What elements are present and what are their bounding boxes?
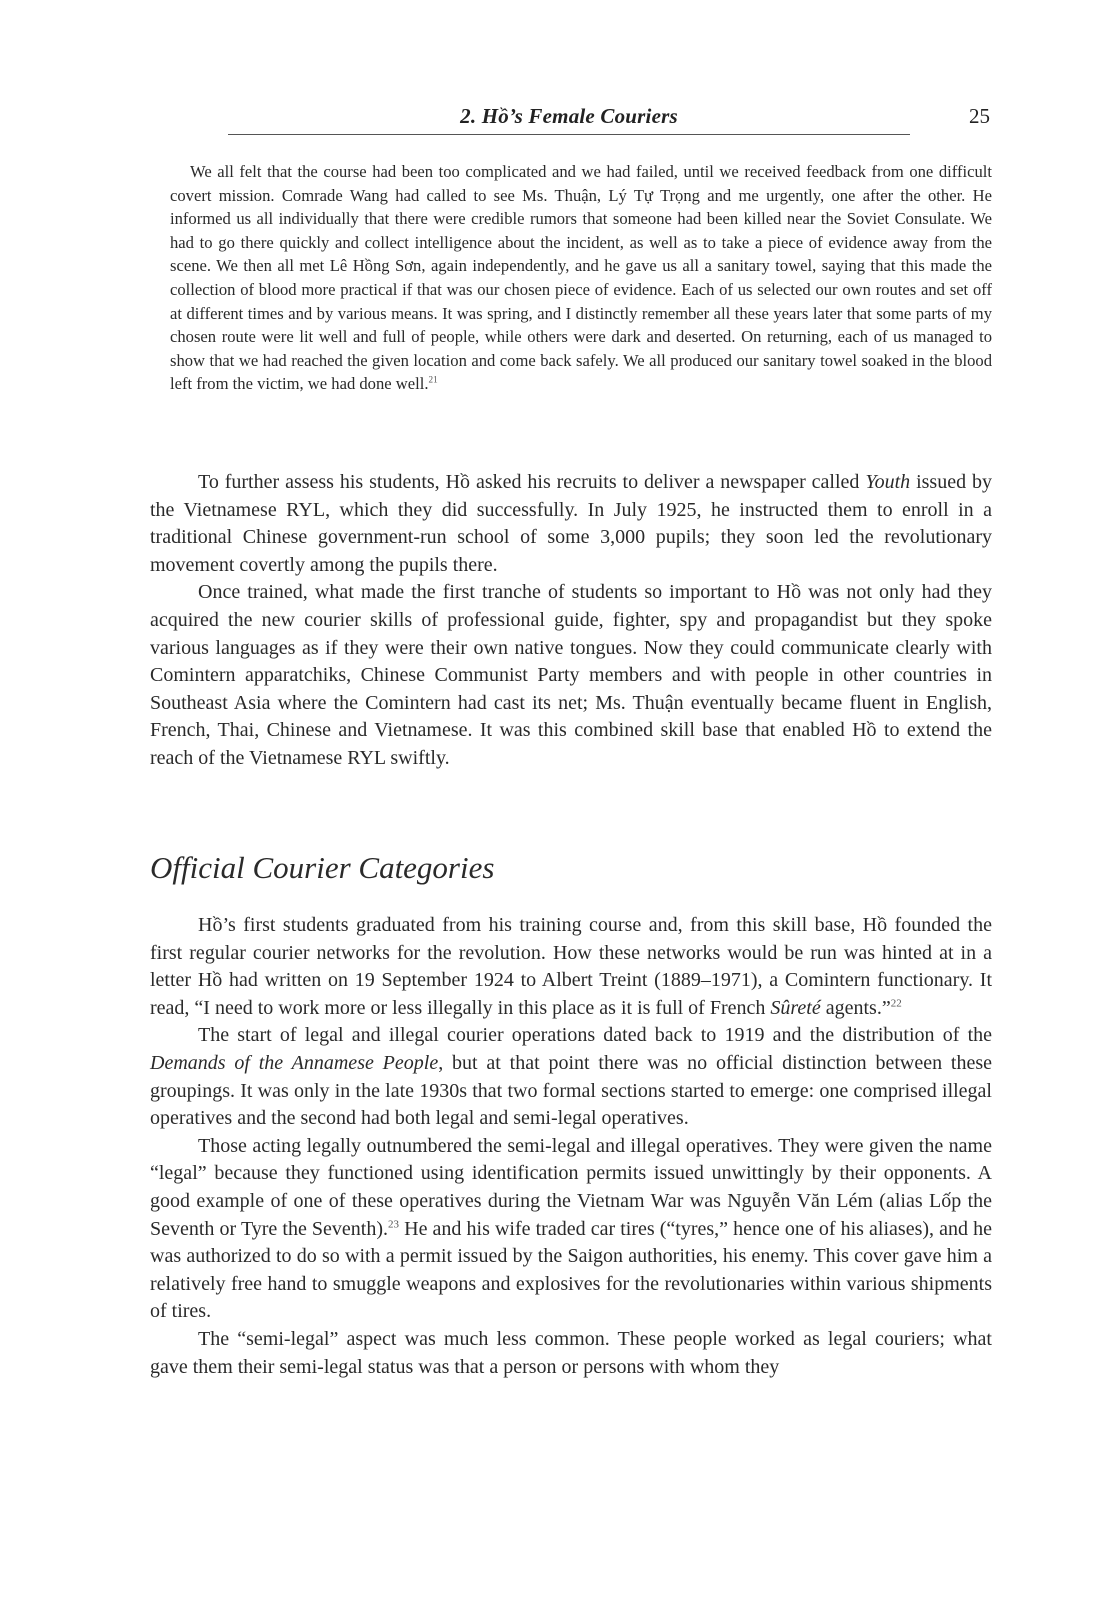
italic-term: Sûreté bbox=[770, 996, 821, 1019]
body-paragraph bbox=[150, 912, 992, 1022]
body-text-lower bbox=[150, 912, 992, 1381]
quote-paragraph bbox=[170, 160, 992, 396]
body-paragraph bbox=[150, 1133, 992, 1326]
quote-text: We all felt that the course had been too complicated and we had failed, until we received feedback from one difficult covert mission. Comrade Wang had called to see Ms. Thuận, Lý Tự Trọng and me urgently, one after the other. He informed us all individually that there were credible rumors that someone had been killed near the Soviet Consulate. We had to go there quickly and collect intelligence about the incident, as well as to take a piece of evidence away from the scene. We then all met Lê Hồng Sơn, again independently, and he gave us all a sanitary towel, saying that this made the collection of blood more practical if that was our chosen piece of evidence. Each of us selected our own routes and set off at different times and by various means. It was spring, and I distinctly remember all these years later that some parts of my chosen route were lit well and full of people, while others were dark and deserted. On returning, each of us managed to show that we had reached the given location and come back safely. We all produced our sanitary towel soaked in the blood left from the victim, we had done well. bbox=[170, 162, 992, 394]
paragraph-text: Those acting legally outnumbered the semi-legal and illegal operatives. They were given the name “legal” because they functioned using identification permits issued unwittingly by their opponents. A good example of one of these operatives during the Vietnam War was Nguyễn Văn Lém (alias Lốp the Seventh or Tyre the Seventh). bbox=[150, 1134, 992, 1240]
footnote-ref: 23 bbox=[388, 1217, 400, 1230]
paragraph-text: Hồ’s first students graduated from his training course and, from this skill base, Hồ founded the first regular courier networks for the revolution. How these networks would be run was hinted at in a letter Hồ had written on 19 September 1924 to Albert Treint (1889–1971), a Comintern functionary. It read, “I need to work more or less illegally in this place as it is full of French bbox=[150, 914, 992, 1019]
block-quote bbox=[170, 160, 992, 396]
footnote-ref: 22 bbox=[890, 997, 902, 1010]
header-rule bbox=[228, 134, 910, 135]
body-text-upper bbox=[150, 469, 992, 773]
paragraph-text: , but at that point there was no official distinction between these groupings. It was only in the late 1930s that two formal sections started to emerge: one comprised illegal operatives and the second had both legal and semi-legal operatives. bbox=[150, 1051, 992, 1130]
paragraph-text: He and his wife traded car tires (“tyres,” hence one of his aliases), and he was authorized to do so with a permit issued by the Saigon authorities, his enemy. This cover gave him a relatively free hand to smuggle weapons and explosives for the revolutionaries within various shipments of tires. bbox=[150, 1217, 992, 1323]
italic-title: Youth bbox=[865, 471, 911, 493]
section-heading: Official Courier Categories bbox=[150, 850, 495, 885]
page-number: 25 bbox=[969, 104, 990, 128]
body-paragraph bbox=[150, 469, 992, 579]
paragraph-text: agents.” bbox=[820, 996, 891, 1019]
body-paragraph: Once trained, what made the first tranche of students so important to Hồ was not only had they acquired the new courier skills of professional guide, fighter, spy and propagandist but they spoke various languages as if they were their own native tongues. Now they could communicate clearly with Comintern apparatchiks, Chinese Communist Party members and with people in other countries in Southeast Asia where the Comintern had cast its net; Ms. Thuận eventually became fluent in English, French, Thai, Chinese and Vietnamese. It was this combined skill base that enabled Hồ to extend the reach of the Vietnamese RYL swiftly. bbox=[150, 581, 992, 769]
paragraph-text: The start of legal and illegal courier operations dated back to 1919 and the distribution of the bbox=[198, 1024, 992, 1047]
body-paragraph bbox=[150, 1022, 992, 1132]
running-head: 2. Hồ’s Female Couriers bbox=[460, 104, 678, 128]
paragraph-text: issued by the Vietnamese RYL, which they did successfully. In July 1925, he instructed them to enroll in a traditional Chinese government-run school of some 3,000 pupils; they soon led the revolutionary movement covertly among the pupils there. bbox=[150, 471, 992, 576]
footnote-ref: 21 bbox=[428, 374, 438, 385]
italic-title: Demands of the Annamese People bbox=[150, 1051, 439, 1074]
body-paragraph: The “semi-legal” aspect was much less common. These people worked as legal couriers; what gave them their semi-legal status was that a person or persons with whom they bbox=[150, 1327, 992, 1378]
paragraph-text: To further assess his students, Hồ asked his recruits to deliver a newspaper called bbox=[198, 471, 866, 493]
